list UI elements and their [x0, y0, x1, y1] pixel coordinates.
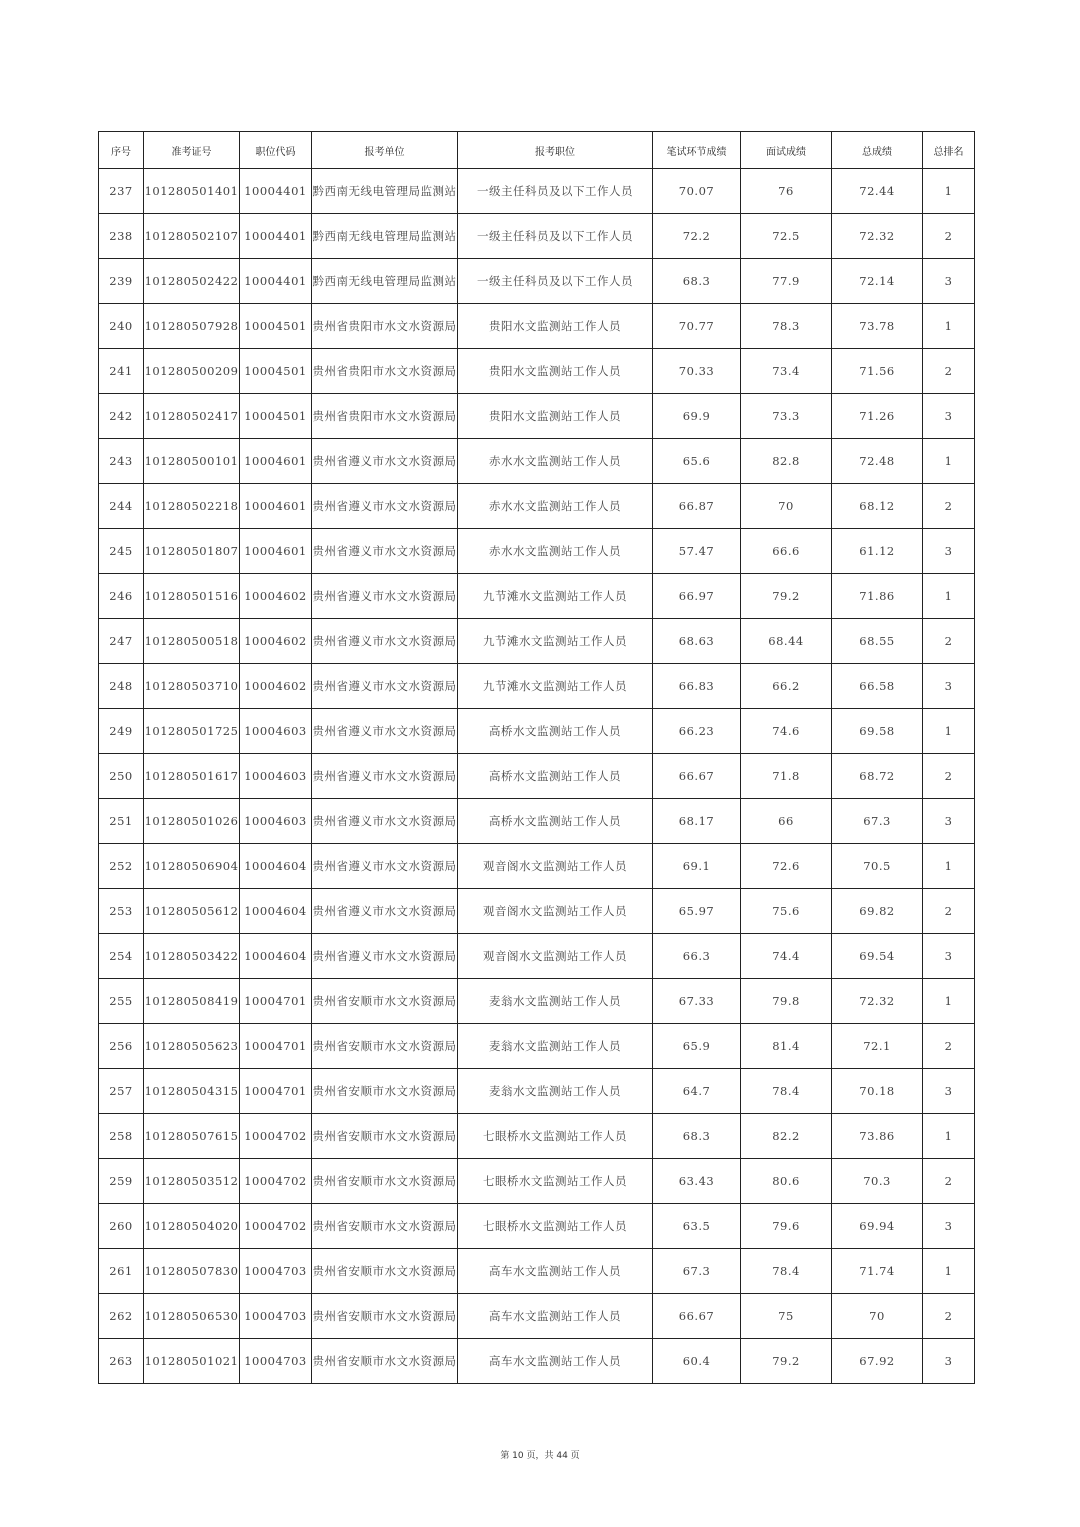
cell-interview: 73.3 — [741, 394, 832, 439]
cell-rank: 1 — [923, 574, 975, 619]
cell-written: 68.3 — [653, 259, 741, 304]
cell-total: 69.94 — [832, 1204, 923, 1249]
cell-ticket: 101280504020 — [144, 1204, 240, 1249]
cell-total: 71.26 — [832, 394, 923, 439]
cell-ticket: 101280501725 — [144, 709, 240, 754]
cell-seq: 263 — [99, 1339, 144, 1384]
header-code: 职位代码 — [240, 132, 312, 169]
cell-ticket: 101280503710 — [144, 664, 240, 709]
table-row — [99, 979, 975, 1024]
cell-rank: 1 — [923, 304, 975, 349]
cell-post: 高桥水文监测站工作人员 — [458, 709, 653, 754]
cell-seq: 245 — [99, 529, 144, 574]
table-row — [99, 1114, 975, 1159]
cell-seq: 257 — [99, 1069, 144, 1114]
cell-seq: 256 — [99, 1024, 144, 1069]
cell-written: 72.2 — [653, 214, 741, 259]
cell-code: 10004604 — [240, 934, 312, 979]
cell-rank: 3 — [923, 664, 975, 709]
cell-post: 七眼桥水文监测站工作人员 — [458, 1114, 653, 1159]
cell-interview: 79.6 — [741, 1204, 832, 1249]
cell-total: 73.86 — [832, 1114, 923, 1159]
cell-unit: 贵州省安顺市水文水资源局 — [312, 979, 458, 1024]
cell-total: 71.56 — [832, 349, 923, 394]
cell-written: 66.97 — [653, 574, 741, 619]
cell-unit: 贵州省安顺市水文水资源局 — [312, 1249, 458, 1294]
cell-post: 贵阳水文监测站工作人员 — [458, 304, 653, 349]
cell-code: 10004602 — [240, 619, 312, 664]
cell-ticket: 101280501516 — [144, 574, 240, 619]
cell-post: 九节滩水文监测站工作人员 — [458, 574, 653, 619]
cell-written: 70.77 — [653, 304, 741, 349]
cell-rank: 2 — [923, 1159, 975, 1204]
cell-unit: 贵州省遵义市水文水资源局 — [312, 889, 458, 934]
table-row — [99, 214, 975, 259]
cell-code: 10004702 — [240, 1159, 312, 1204]
cell-unit: 贵州省安顺市水文水资源局 — [312, 1114, 458, 1159]
table-row — [99, 304, 975, 349]
cell-written: 66.87 — [653, 484, 741, 529]
cell-ticket: 101280506904 — [144, 844, 240, 889]
cell-total: 71.74 — [832, 1249, 923, 1294]
cell-written: 66.3 — [653, 934, 741, 979]
cell-seq: 243 — [99, 439, 144, 484]
table-row — [99, 574, 975, 619]
cell-code: 10004601 — [240, 484, 312, 529]
cell-total: 72.44 — [832, 169, 923, 214]
cell-post: 赤水水文监测站工作人员 — [458, 529, 653, 574]
table-row — [99, 934, 975, 979]
cell-unit: 贵州省遵义市水文水资源局 — [312, 754, 458, 799]
cell-post: 九节滩水文监测站工作人员 — [458, 664, 653, 709]
cell-rank: 1 — [923, 439, 975, 484]
cell-seq: 238 — [99, 214, 144, 259]
cell-unit: 贵州省安顺市水文水资源局 — [312, 1159, 458, 1204]
cell-written: 69.9 — [653, 394, 741, 439]
cell-total: 68.72 — [832, 754, 923, 799]
cell-written: 57.47 — [653, 529, 741, 574]
cell-post: 高车水文监测站工作人员 — [458, 1249, 653, 1294]
cell-code: 10004703 — [240, 1294, 312, 1339]
header-seq: 序号 — [99, 132, 144, 169]
cell-rank: 2 — [923, 214, 975, 259]
cell-rank: 2 — [923, 484, 975, 529]
cell-rank: 1 — [923, 169, 975, 214]
cell-interview: 70 — [741, 484, 832, 529]
cell-code: 10004604 — [240, 889, 312, 934]
cell-post: 高车水文监测站工作人员 — [458, 1339, 653, 1384]
header-ticket: 准考证号 — [144, 132, 240, 169]
cell-ticket: 101280501401 — [144, 169, 240, 214]
cell-rank: 1 — [923, 709, 975, 754]
cell-post: 观音阁水文监测站工作人员 — [458, 844, 653, 889]
cell-code: 10004602 — [240, 664, 312, 709]
cell-unit: 贵州省贵阳市水文水资源局 — [312, 394, 458, 439]
cell-seq: 244 — [99, 484, 144, 529]
cell-written: 67.3 — [653, 1249, 741, 1294]
cell-interview: 66.2 — [741, 664, 832, 709]
cell-written: 68.3 — [653, 1114, 741, 1159]
cell-interview: 72.5 — [741, 214, 832, 259]
cell-unit: 贵州省遵义市水文水资源局 — [312, 934, 458, 979]
cell-ticket: 101280508419 — [144, 979, 240, 1024]
cell-written: 63.5 — [653, 1204, 741, 1249]
cell-ticket: 101280504315 — [144, 1069, 240, 1114]
cell-seq: 254 — [99, 934, 144, 979]
cell-unit: 贵州省遵义市水文水资源局 — [312, 619, 458, 664]
cell-unit: 贵州省安顺市水文水资源局 — [312, 1339, 458, 1384]
cell-total: 68.55 — [832, 619, 923, 664]
cell-ticket: 101280501807 — [144, 529, 240, 574]
cell-unit: 贵州省安顺市水文水资源局 — [312, 1204, 458, 1249]
cell-code: 10004702 — [240, 1204, 312, 1249]
cell-seq: 239 — [99, 259, 144, 304]
cell-ticket: 101280506530 — [144, 1294, 240, 1339]
cell-interview: 73.4 — [741, 349, 832, 394]
cell-code: 10004701 — [240, 979, 312, 1024]
cell-unit: 贵州省安顺市水文水资源局 — [312, 1294, 458, 1339]
cell-post: 赤水水文监测站工作人员 — [458, 439, 653, 484]
cell-code: 10004701 — [240, 1024, 312, 1069]
table-row — [99, 1249, 975, 1294]
cell-ticket: 101280503422 — [144, 934, 240, 979]
cell-post: 麦翁水文监测站工作人员 — [458, 1069, 653, 1114]
table-row — [99, 619, 975, 664]
table-row — [99, 709, 975, 754]
cell-seq: 248 — [99, 664, 144, 709]
cell-seq: 250 — [99, 754, 144, 799]
cell-post: 七眼桥水文监测站工作人员 — [458, 1159, 653, 1204]
cell-code: 10004703 — [240, 1249, 312, 1294]
cell-seq: 258 — [99, 1114, 144, 1159]
table-row — [99, 1294, 975, 1339]
cell-post: 七眼桥水文监测站工作人员 — [458, 1204, 653, 1249]
cell-seq: 262 — [99, 1294, 144, 1339]
cell-written: 70.07 — [653, 169, 741, 214]
cell-interview: 75 — [741, 1294, 832, 1339]
cell-total: 73.78 — [832, 304, 923, 349]
cell-written: 64.7 — [653, 1069, 741, 1114]
cell-post: 贵阳水文监测站工作人员 — [458, 394, 653, 439]
cell-total: 67.92 — [832, 1339, 923, 1384]
table-row — [99, 394, 975, 439]
table-row — [99, 799, 975, 844]
table-row — [99, 259, 975, 304]
table-row — [99, 439, 975, 484]
cell-code: 10004702 — [240, 1114, 312, 1159]
cell-interview: 77.9 — [741, 259, 832, 304]
cell-written: 68.17 — [653, 799, 741, 844]
cell-total: 66.58 — [832, 664, 923, 709]
cell-interview: 72.6 — [741, 844, 832, 889]
cell-written: 67.33 — [653, 979, 741, 1024]
cell-interview: 79.8 — [741, 979, 832, 1024]
table-row — [99, 1339, 975, 1384]
cell-interview: 82.2 — [741, 1114, 832, 1159]
cell-interview: 74.6 — [741, 709, 832, 754]
cell-total: 72.32 — [832, 214, 923, 259]
cell-seq: 237 — [99, 169, 144, 214]
cell-code: 10004501 — [240, 394, 312, 439]
cell-ticket: 101280502422 — [144, 259, 240, 304]
cell-written: 60.4 — [653, 1339, 741, 1384]
cell-unit: 贵州省遵义市水文水资源局 — [312, 574, 458, 619]
cell-post: 麦翁水文监测站工作人员 — [458, 979, 653, 1024]
cell-interview: 68.44 — [741, 619, 832, 664]
table-body — [99, 169, 975, 1384]
header-unit: 报考单位 — [312, 132, 458, 169]
table-header-row — [99, 132, 975, 169]
cell-total: 68.12 — [832, 484, 923, 529]
cell-interview: 82.8 — [741, 439, 832, 484]
cell-interview: 71.8 — [741, 754, 832, 799]
cell-unit: 贵州省遵义市水文水资源局 — [312, 529, 458, 574]
cell-code: 10004603 — [240, 799, 312, 844]
cell-ticket: 101280501026 — [144, 799, 240, 844]
cell-code: 10004401 — [240, 259, 312, 304]
cell-written: 65.9 — [653, 1024, 741, 1069]
cell-total: 69.58 — [832, 709, 923, 754]
cell-interview: 79.2 — [741, 1339, 832, 1384]
cell-code: 10004603 — [240, 709, 312, 754]
table-row — [99, 529, 975, 574]
cell-ticket: 101280500209 — [144, 349, 240, 394]
cell-total: 72.14 — [832, 259, 923, 304]
cell-ticket: 101280507615 — [144, 1114, 240, 1159]
page-number: 第 10 页，共 44 页 — [500, 1451, 580, 1461]
cell-rank: 3 — [923, 1204, 975, 1249]
cell-ticket: 101280505623 — [144, 1024, 240, 1069]
cell-post: 赤水水文监测站工作人员 — [458, 484, 653, 529]
cell-post: 贵阳水文监测站工作人员 — [458, 349, 653, 394]
cell-seq: 249 — [99, 709, 144, 754]
cell-written: 65.97 — [653, 889, 741, 934]
cell-ticket: 101280501617 — [144, 754, 240, 799]
header-written: 笔试环节成绩 — [653, 132, 741, 169]
cell-seq: 247 — [99, 619, 144, 664]
table-row — [99, 1069, 975, 1114]
table-row — [99, 844, 975, 889]
table-row — [99, 754, 975, 799]
cell-code: 10004701 — [240, 1069, 312, 1114]
cell-rank: 1 — [923, 844, 975, 889]
header-post: 报考职位 — [458, 132, 653, 169]
table-row — [99, 889, 975, 934]
cell-interview: 78.4 — [741, 1069, 832, 1114]
cell-post: 九节滩水文监测站工作人员 — [458, 619, 653, 664]
cell-total: 70.5 — [832, 844, 923, 889]
cell-post: 高车水文监测站工作人员 — [458, 1294, 653, 1339]
cell-unit: 贵州省贵阳市水文水资源局 — [312, 349, 458, 394]
cell-seq: 251 — [99, 799, 144, 844]
cell-rank: 2 — [923, 1024, 975, 1069]
cell-unit: 贵州省遵义市水文水资源局 — [312, 799, 458, 844]
cell-interview: 78.4 — [741, 1249, 832, 1294]
cell-total: 72.32 — [832, 979, 923, 1024]
cell-total: 67.3 — [832, 799, 923, 844]
cell-ticket: 101280502107 — [144, 214, 240, 259]
cell-ticket: 101280503512 — [144, 1159, 240, 1204]
header-rank: 总排名 — [923, 132, 975, 169]
cell-code: 10004604 — [240, 844, 312, 889]
cell-total: 70.18 — [832, 1069, 923, 1114]
cell-post: 一级主任科员及以下工作人员 — [458, 214, 653, 259]
cell-interview: 75.6 — [741, 889, 832, 934]
cell-code: 10004601 — [240, 439, 312, 484]
cell-interview: 66.6 — [741, 529, 832, 574]
cell-total: 72.48 — [832, 439, 923, 484]
cell-code: 10004601 — [240, 529, 312, 574]
cell-rank: 3 — [923, 259, 975, 304]
cell-seq: 252 — [99, 844, 144, 889]
cell-interview: 76 — [741, 169, 832, 214]
cell-unit: 贵州省遵义市水文水资源局 — [312, 709, 458, 754]
cell-written: 66.67 — [653, 754, 741, 799]
cell-post: 观音阁水文监测站工作人员 — [458, 934, 653, 979]
cell-seq: 253 — [99, 889, 144, 934]
cell-unit: 黔西南无线电管理局监测站 — [312, 259, 458, 304]
cell-code: 10004603 — [240, 754, 312, 799]
cell-rank: 1 — [923, 1249, 975, 1294]
cell-post: 高桥水文监测站工作人员 — [458, 754, 653, 799]
cell-written: 66.23 — [653, 709, 741, 754]
cell-seq: 246 — [99, 574, 144, 619]
cell-rank: 2 — [923, 1294, 975, 1339]
cell-post: 麦翁水文监测站工作人员 — [458, 1024, 653, 1069]
cell-rank: 1 — [923, 1114, 975, 1159]
cell-seq: 240 — [99, 304, 144, 349]
cell-ticket: 101280507928 — [144, 304, 240, 349]
cell-total: 69.54 — [832, 934, 923, 979]
cell-ticket: 101280505612 — [144, 889, 240, 934]
cell-seq: 261 — [99, 1249, 144, 1294]
cell-unit: 贵州省安顺市水文水资源局 — [312, 1069, 458, 1114]
table-row — [99, 1024, 975, 1069]
cell-rank: 2 — [923, 619, 975, 664]
cell-seq: 259 — [99, 1159, 144, 1204]
cell-unit: 黔西南无线电管理局监测站 — [312, 169, 458, 214]
cell-post: 一级主任科员及以下工作人员 — [458, 259, 653, 304]
cell-seq: 260 — [99, 1204, 144, 1249]
cell-rank: 3 — [923, 934, 975, 979]
cell-unit: 黔西南无线电管理局监测站 — [312, 214, 458, 259]
cell-written: 66.83 — [653, 664, 741, 709]
cell-written: 70.33 — [653, 349, 741, 394]
cell-total: 70.3 — [832, 1159, 923, 1204]
cell-interview: 66 — [741, 799, 832, 844]
table-row — [99, 1159, 975, 1204]
cell-code: 10004501 — [240, 304, 312, 349]
cell-ticket: 101280501021 — [144, 1339, 240, 1384]
cell-total: 69.82 — [832, 889, 923, 934]
cell-ticket: 101280507830 — [144, 1249, 240, 1294]
cell-unit: 贵州省遵义市水文水资源局 — [312, 484, 458, 529]
table-row — [99, 169, 975, 214]
cell-written: 68.63 — [653, 619, 741, 664]
cell-total: 70 — [832, 1294, 923, 1339]
cell-seq: 241 — [99, 349, 144, 394]
table-row — [99, 1204, 975, 1249]
cell-code: 10004401 — [240, 169, 312, 214]
cell-interview: 78.3 — [741, 304, 832, 349]
cell-total: 61.12 — [832, 529, 923, 574]
cell-unit: 贵州省遵义市水文水资源局 — [312, 844, 458, 889]
cell-post: 高桥水文监测站工作人员 — [458, 799, 653, 844]
table-row — [99, 349, 975, 394]
score-table — [98, 131, 975, 1384]
header-total: 总成绩 — [832, 132, 923, 169]
cell-total: 72.1 — [832, 1024, 923, 1069]
cell-total: 71.86 — [832, 574, 923, 619]
cell-unit: 贵州省安顺市水文水资源局 — [312, 1024, 458, 1069]
table-row — [99, 484, 975, 529]
cell-rank: 3 — [923, 394, 975, 439]
cell-ticket: 101280502218 — [144, 484, 240, 529]
cell-rank: 3 — [923, 529, 975, 574]
cell-rank: 3 — [923, 1069, 975, 1114]
cell-written: 63.43 — [653, 1159, 741, 1204]
cell-rank: 2 — [923, 889, 975, 934]
cell-ticket: 101280500518 — [144, 619, 240, 664]
cell-rank: 2 — [923, 754, 975, 799]
cell-written: 69.1 — [653, 844, 741, 889]
cell-unit: 贵州省遵义市水文水资源局 — [312, 664, 458, 709]
cell-code: 10004602 — [240, 574, 312, 619]
cell-interview: 79.2 — [741, 574, 832, 619]
cell-rank: 2 — [923, 349, 975, 394]
cell-post: 一级主任科员及以下工作人员 — [458, 169, 653, 214]
cell-post: 观音阁水文监测站工作人员 — [458, 889, 653, 934]
cell-rank: 3 — [923, 799, 975, 844]
cell-interview: 74.4 — [741, 934, 832, 979]
cell-written: 65.6 — [653, 439, 741, 484]
cell-interview: 81.4 — [741, 1024, 832, 1069]
cell-code: 10004401 — [240, 214, 312, 259]
cell-ticket: 101280502417 — [144, 394, 240, 439]
table-row — [99, 664, 975, 709]
cell-rank: 1 — [923, 979, 975, 1024]
cell-seq: 255 — [99, 979, 144, 1024]
cell-rank: 3 — [923, 1339, 975, 1384]
cell-seq: 242 — [99, 394, 144, 439]
cell-written: 66.67 — [653, 1294, 741, 1339]
header-interview: 面试成绩 — [741, 132, 832, 169]
cell-unit: 贵州省贵阳市水文水资源局 — [312, 304, 458, 349]
cell-interview: 80.6 — [741, 1159, 832, 1204]
cell-unit: 贵州省遵义市水文水资源局 — [312, 439, 458, 484]
cell-code: 10004501 — [240, 349, 312, 394]
cell-ticket: 101280500101 — [144, 439, 240, 484]
cell-code: 10004703 — [240, 1339, 312, 1384]
